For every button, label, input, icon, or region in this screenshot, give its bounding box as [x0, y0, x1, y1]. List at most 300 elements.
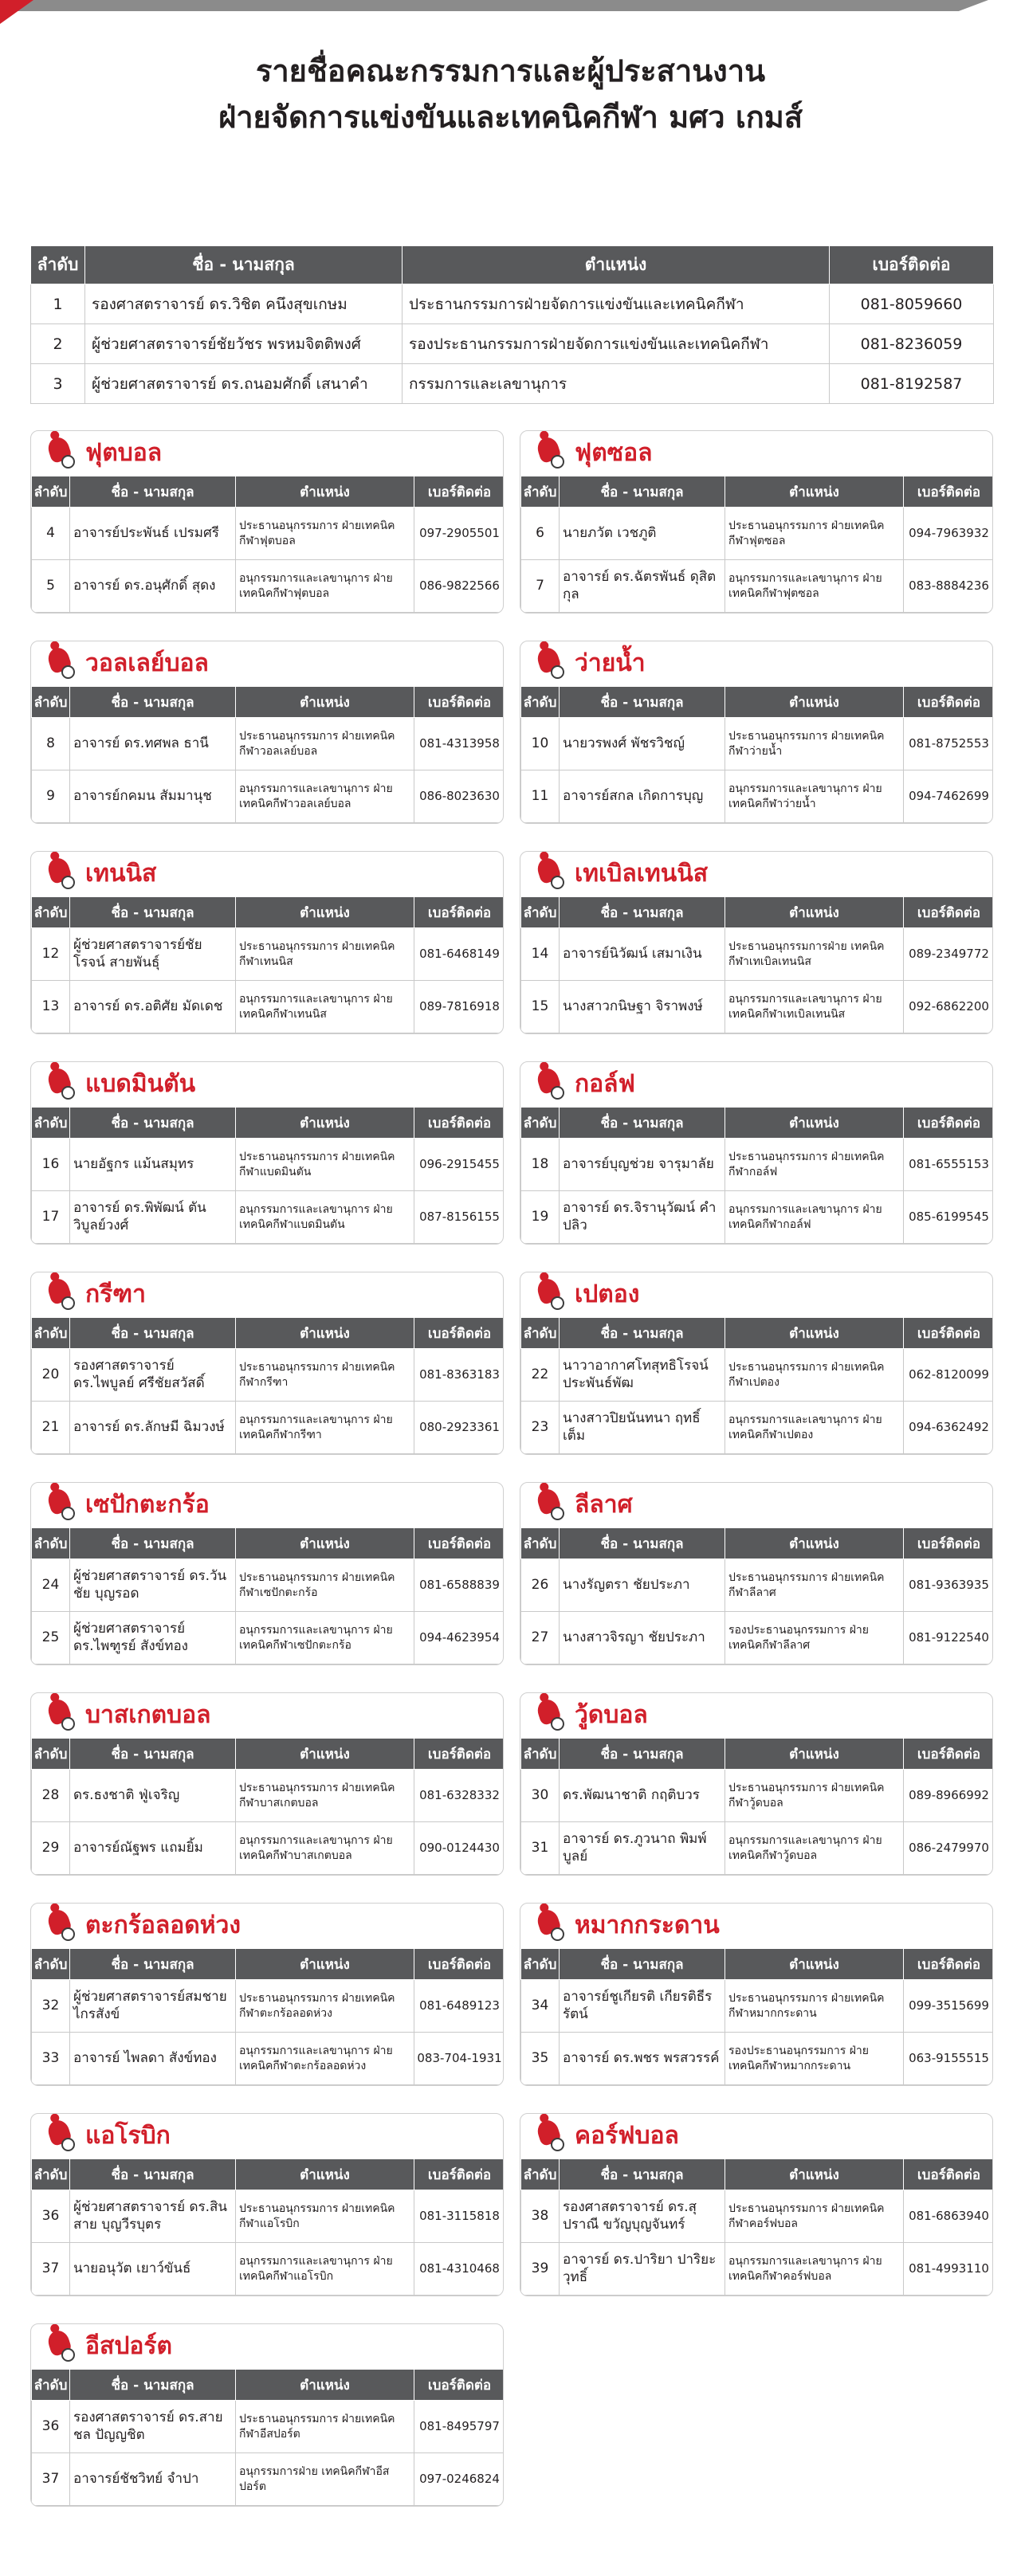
- cell-name: อาจารย์ ดร.จิรานุวัฒน์ คำปลิว: [560, 1191, 725, 1244]
- cell-phone: 081-4313958: [414, 718, 505, 770]
- cell-phone: 081-9122540: [904, 1612, 994, 1664]
- cell-name: รองศาสตราจารย์ ดร.ไพบูลย์ ศรีชัยสวัสดิ์: [70, 1349, 236, 1402]
- cell-position: อนุกรรมการและเลขานุการ ฝ่ายเทคนิคกีฬาวู้ดบอล: [725, 1822, 904, 1875]
- cell-phone: 083-8884236: [904, 560, 994, 613]
- cell-name: อาจารย์ ดร.ทศพล ธานี: [70, 718, 236, 770]
- cell-no: 6: [521, 508, 560, 560]
- header-name: ชื่อ - นามสกุล: [70, 687, 236, 718]
- table-row: [32, 508, 505, 560]
- section-title: คอร์ฟบอล: [575, 2122, 679, 2150]
- cell-phone: 081-8236059: [830, 324, 994, 364]
- table-row: [521, 1822, 994, 1875]
- header-no: ลำดับ: [521, 897, 560, 928]
- table-header-row: [521, 476, 994, 508]
- cell-name: อาจารย์ชัชวิทย์ จำปา: [70, 2453, 236, 2506]
- table-tennis-icon: [530, 857, 568, 892]
- cell-no: 1: [31, 284, 85, 324]
- header-name: ชื่อ - นามสกุล: [70, 1528, 236, 1559]
- cell-name: ผู้ช่วยศาสตราจารย์สมชาย ไกรสังข์: [70, 1980, 236, 2033]
- tennis-icon: [41, 857, 79, 892]
- table-row: [32, 560, 505, 613]
- sport-section-panel: [30, 1061, 504, 1245]
- header-name: ชื่อ - นามสกุล: [70, 476, 236, 508]
- cell-no: 34: [521, 1980, 560, 2033]
- cell-phone: 081-3115818: [414, 2190, 505, 2243]
- sport-section-panel: [30, 430, 504, 614]
- cell-position: อนุกรรมการและเลขานุการ ฝ่ายเทคนิคกีฬาเซปักตะกร้อ: [236, 1612, 414, 1664]
- cell-name: นายภวัต เวชภูติ: [560, 508, 725, 560]
- header-phone: เบอร์ติดต่อ: [904, 2159, 994, 2190]
- cell-name: ผู้ช่วยศาสตราจารย์ ดร.สินสาย บุญวีรบุตร: [70, 2190, 236, 2243]
- header-no: ลำดับ: [32, 1949, 70, 1980]
- header-name: ชื่อ - นามสกุล: [560, 1949, 725, 1980]
- table-row: [521, 2190, 994, 2243]
- cell-no: 2: [31, 324, 85, 364]
- cell-position: ประธานอนุกรรมการ ฝ่ายเทคนิคกีฬาคอร์ฟบอล: [725, 2190, 904, 2243]
- sport-section-panel: [520, 1061, 993, 1245]
- cell-no: 28: [32, 1770, 70, 1822]
- cell-position: ประธานอนุกรรมการ ฝ่ายเทคนิคกีฬากอล์ฟ: [725, 1139, 904, 1191]
- header-position: ตำแหน่ง: [236, 1318, 414, 1349]
- section-title: ว่ายน้ำ: [575, 649, 646, 677]
- cell-position: ประธานกรรมการฝ่ายจัดการแข่งขันและเทคนิคกีฬา: [403, 284, 830, 324]
- sport-section-panel: [30, 2113, 504, 2296]
- sport-section-panel: [30, 1482, 504, 1665]
- header-position: ตำแหน่ง: [236, 897, 414, 928]
- cell-position: ประธานอนุกรรมการ ฝ่ายเทคนิคกีฬาเปตอง: [725, 1349, 904, 1402]
- section-header: [520, 431, 992, 476]
- athletics-icon: [41, 1277, 79, 1312]
- table-row: [32, 2190, 505, 2243]
- header-position: ตำแหน่ง: [725, 1739, 904, 1770]
- section-header: [520, 1272, 992, 1317]
- header-phone: เบอร์ติดต่อ: [904, 1108, 994, 1139]
- cell-name: ผู้ช่วยศาสตราจารย์ชัยโรจน์ สายพันธุ์: [70, 928, 236, 981]
- cell-name: รองศาสตราจารย์ ดร.สุปราณี ขวัญบุญจันทร์: [560, 2190, 725, 2243]
- cell-no: 22: [521, 1349, 560, 1402]
- section-title: ฟุตบอล: [85, 439, 163, 467]
- header-phone: เบอร์ติดต่อ: [904, 687, 994, 718]
- section-title: ตะกร้อลอดห่วง: [85, 1911, 242, 1939]
- header-phone: เบอร์ติดต่อ: [414, 1318, 505, 1349]
- cell-position: ประธานอนุกรรมการ ฝ่ายเทคนิคกีฬาตะกร้อลอดห่วง: [236, 1980, 414, 2033]
- header-name: ชื่อ - นามสกุล: [560, 2159, 725, 2190]
- cell-no: 36: [32, 2190, 70, 2243]
- header-name: ชื่อ - นามสกุล: [560, 1318, 725, 1349]
- section-header: [520, 641, 992, 686]
- cell-name: นางสาวกนิษฐา จิราพงษ์: [560, 981, 725, 1033]
- section-title: เปตอง: [575, 1280, 640, 1308]
- cell-no: 31: [521, 1822, 560, 1875]
- golf-icon: [530, 1067, 568, 1102]
- cell-name: ผู้ช่วยศาสตราจารย์ ดร.ถนอมศักดิ์ เสนาคำ: [85, 364, 403, 404]
- cell-phone: 089-2349772: [904, 928, 994, 981]
- cell-no: 23: [521, 1402, 560, 1454]
- sport-section-panel: [520, 430, 993, 614]
- section-title: เทนนิส: [85, 860, 157, 888]
- cell-position: ประธานอนุกรรมการ ฝ่ายเทคนิคกีฬาฟุตบอล: [236, 508, 414, 560]
- header-no: ลำดับ: [32, 687, 70, 718]
- cell-position: กรรมการและเลขานุการ: [403, 364, 830, 404]
- cell-phone: 081-8495797: [414, 2401, 505, 2453]
- cell-name: อาจารย์ ไพลดา สังข์ทอง: [70, 2033, 236, 2085]
- cell-name: ดร.พัฒนาชาติ กฤติบวร: [560, 1770, 725, 1822]
- table-header-row: [32, 476, 505, 508]
- section-header: [31, 1904, 503, 1948]
- section-title: กอล์ฟ: [575, 1070, 635, 1098]
- table-row: [32, 1822, 505, 1875]
- sport-section-panel: [30, 1272, 504, 1455]
- hoop-takraw-icon: [41, 1908, 79, 1943]
- header-phone: เบอร์ติดต่อ: [904, 1528, 994, 1559]
- table-header-row: [31, 246, 994, 284]
- section-title: อีสปอร์ต: [85, 2332, 172, 2360]
- cell-phone: 081-9363935: [904, 1559, 994, 1612]
- cell-name: อาจารย์ ดร.ภูวนาถ พิมพ์บูลย์: [560, 1822, 725, 1875]
- header-phone: เบอร์ติดต่อ: [414, 1108, 505, 1139]
- cell-no: 19: [521, 1191, 560, 1244]
- page-title-line-1: รายชื่อคณะกรรมการและผู้ประสานงาน: [255, 53, 766, 88]
- table-header-row: [32, 1108, 505, 1139]
- badminton-icon: [41, 1067, 79, 1102]
- header-position: ตำแหน่ง: [236, 1739, 414, 1770]
- header-phone: เบอร์ติดต่อ: [904, 1739, 994, 1770]
- basketball-icon: [41, 1698, 79, 1733]
- cell-position: อนุกรรมการและเลขานุการ ฝ่ายเทคนิคกีฬาแบดมินตัน: [236, 1191, 414, 1244]
- cell-phone: 081-6489123: [414, 1980, 505, 2033]
- table-row: [32, 2453, 505, 2506]
- cell-name: นายวรพงศ์ พัชรวิชญ์: [560, 718, 725, 770]
- header-name: ชื่อ - นามสกุล: [560, 897, 725, 928]
- cell-name: นายอนุวัต เยาว์ขันธ์: [70, 2243, 236, 2296]
- cell-no: 13: [32, 981, 70, 1033]
- cell-position: ประธานอนุกรรมการ ฝ่ายเทคนิคกีฬาเทนนิส: [236, 928, 414, 981]
- cell-name: รองศาสตราจารย์ ดร.สายชล ปัญญชิต: [70, 2401, 236, 2453]
- cell-name: อาจารย์ณัฐพร แถมยิ้ม: [70, 1822, 236, 1875]
- cell-position: อนุกรรมการและเลขานุการ ฝ่ายเทคนิคกีฬากรีฑา: [236, 1402, 414, 1454]
- table-header-row: [32, 2159, 505, 2190]
- section-header: [520, 1904, 992, 1948]
- cell-position: รองประธานอนุกรรมการ ฝ่ายเทคนิคกีฬาหมากกระดาน: [725, 2033, 904, 2085]
- cell-name: รองศาสตราจารย์ ดร.วิชิต คนึงสุขเกษม: [85, 284, 403, 324]
- header-no: ลำดับ: [32, 1528, 70, 1559]
- header-phone: เบอร์ติดต่อ: [414, 1739, 505, 1770]
- cell-position: อนุกรรมการและเลขานุการ ฝ่ายเทคนิคกีฬาบาสเกตบอล: [236, 1822, 414, 1875]
- header-no: ลำดับ: [32, 897, 70, 928]
- cell-phone: 081-8192587: [830, 364, 994, 404]
- woodball-icon: [530, 1698, 568, 1733]
- header-no: ลำดับ: [521, 476, 560, 508]
- table-header-row: [32, 1528, 505, 1559]
- cell-no: 7: [521, 560, 560, 613]
- top-decoration-band: [0, 0, 1021, 11]
- sport-section-panel: [520, 1692, 993, 1876]
- cell-phone: 080-2923361: [414, 1402, 505, 1454]
- cell-no: 25: [32, 1612, 70, 1664]
- volleyball-icon: [41, 646, 79, 681]
- table-row: [521, 1139, 994, 1191]
- header-name: ชื่อ - นามสกุล: [560, 1528, 725, 1559]
- table-header-row: [32, 2370, 505, 2401]
- cell-name: อาจารย์ ดร.อนุศักดิ์ สุดง: [70, 560, 236, 613]
- header-position: ตำแหน่ง: [725, 897, 904, 928]
- cell-name: อาจารย์ประพันธ์ เปรมศรี: [70, 508, 236, 560]
- cell-no: 24: [32, 1559, 70, 1612]
- header-name: ชื่อ - นามสกุล: [70, 897, 236, 928]
- cell-no: 5: [32, 560, 70, 613]
- header-name: ชื่อ - นามสกุล: [70, 2370, 236, 2401]
- table-header-row: [32, 1949, 505, 1980]
- cell-no: 26: [521, 1559, 560, 1612]
- section-header: [31, 852, 503, 896]
- football-icon: [41, 436, 79, 471]
- cell-position: อนุกรรมการและเลขานุการ ฝ่ายเทคนิคกีฬาแอโรบิก: [236, 2243, 414, 2296]
- cell-no: 10: [521, 718, 560, 770]
- table-header-row: [521, 687, 994, 718]
- cell-phone: 081-8752553: [904, 718, 994, 770]
- cell-position: อนุกรรมการและเลขานุการ ฝ่ายเทคนิคกีฬาฟุตซอล: [725, 560, 904, 613]
- header-phone: เบอร์ติดต่อ: [414, 2159, 505, 2190]
- cell-position: รองประธานอนุกรรมการ ฝ่ายเทคนิคกีฬาลีลาศ: [725, 1612, 904, 1664]
- cell-no: 3: [31, 364, 85, 404]
- header-position: ตำแหน่ง: [725, 2159, 904, 2190]
- cell-phone: 090-0124430: [414, 1822, 505, 1875]
- cell-no: 20: [32, 1349, 70, 1402]
- cell-position: อนุกรรมการและเลขานุการ ฝ่ายเทคนิคกีฬาเปตอง: [725, 1402, 904, 1454]
- table-header-row: [32, 1739, 505, 1770]
- header-name: ชื่อ - นามสกุล: [70, 1108, 236, 1139]
- cell-phone: 086-2479970: [904, 1822, 994, 1875]
- header-no: ลำดับ: [32, 1739, 70, 1770]
- futsal-icon: [530, 436, 568, 471]
- cell-phone: 094-7462699: [904, 770, 994, 823]
- header-position: ตำแหน่ง: [236, 476, 414, 508]
- header-no: ลำดับ: [32, 1318, 70, 1349]
- table-row: [521, 1980, 994, 2033]
- cell-position: ประธานอนุกรรมการ ฝ่ายเทคนิคกีฬาวู้ดบอล: [725, 1770, 904, 1822]
- header-name: ชื่อ - นามสกุล: [560, 1108, 725, 1139]
- cell-name: ผู้ช่วยศาสตราจารย์ ดร.ไพฑูรย์ สังข์ทอง: [70, 1612, 236, 1664]
- cell-phone: 087-8156155: [414, 1191, 505, 1244]
- cell-phone: 083-704-1931: [414, 2033, 505, 2085]
- cell-position: ประธานอนุกรรมการ ฝ่ายเทคนิคกีฬาหมากกระดาน: [725, 1980, 904, 2033]
- header-phone: เบอร์ติดต่อ: [830, 246, 994, 284]
- cell-phone: 081-4993110: [904, 2243, 994, 2296]
- sport-section-panel: [30, 851, 504, 1034]
- cell-phone: 089-7816918: [414, 981, 505, 1033]
- sport-section-panel: [520, 2113, 993, 2296]
- cell-phone: 094-6362492: [904, 1402, 994, 1454]
- header-position: ตำแหน่ง: [236, 1949, 414, 1980]
- table-row: [32, 1402, 505, 1454]
- section-header: [31, 641, 503, 686]
- section-header: [520, 852, 992, 896]
- header-name: ชื่อ - นามสกุล: [560, 1739, 725, 1770]
- section-title: เซปักตะกร้อ: [85, 1491, 210, 1519]
- table-header-row: [521, 1949, 994, 1980]
- table-row: [32, 2243, 505, 2296]
- header-phone: เบอร์ติดต่อ: [414, 687, 505, 718]
- table-row: [521, 1402, 994, 1454]
- header-position: ตำแหน่ง: [725, 1528, 904, 1559]
- table-header-row: [521, 2159, 994, 2190]
- table-header-row: [521, 1528, 994, 1559]
- cell-position: ประธานอนุกรรมการ ฝ่ายเทคนิคกีฬาแบดมินตัน: [236, 1139, 414, 1191]
- cell-phone: 094-7963932: [904, 508, 994, 560]
- cell-phone: 096-2915455: [414, 1139, 505, 1191]
- cell-name: อาจารย์กคมน สัมมานุช: [70, 770, 236, 823]
- cell-name: ดร.ธงชาติ ฟู่เจริญ: [70, 1770, 236, 1822]
- cell-phone: 063-9155515: [904, 2033, 994, 2085]
- cell-position: อนุกรรมการฝ่าย เทคนิคกีฬาอีสปอร์ต: [236, 2453, 414, 2506]
- section-title: แบดมินตัน: [85, 1070, 196, 1098]
- header-name: ชื่อ - นามสกุล: [70, 2159, 236, 2190]
- cell-phone: 097-0246824: [414, 2453, 505, 2506]
- cell-name: ผู้ช่วยศาสตราจารย์ ดร.วันชัย บุญรอด: [70, 1559, 236, 1612]
- cell-phone: 081-8059660: [830, 284, 994, 324]
- sport-section-panel: [520, 1272, 993, 1455]
- header-position: ตำแหน่ง: [403, 246, 830, 284]
- header-phone: เบอร์ติดต่อ: [414, 2370, 505, 2401]
- header-no: ลำดับ: [521, 1739, 560, 1770]
- header-position: ตำแหน่ง: [725, 1318, 904, 1349]
- section-title: ลีลาศ: [575, 1491, 633, 1519]
- dance-sport-icon: [530, 1488, 568, 1523]
- cell-position: ประธานอนุกรรมการ ฝ่ายเทคนิคกีฬาอีสปอร์ต: [236, 2401, 414, 2453]
- cell-position: อนุกรรมการและเลขานุการ ฝ่ายเทคนิคกีฬาตะกร้อลอดห่วง: [236, 2033, 414, 2085]
- section-header: [520, 1693, 992, 1738]
- table-row: [521, 928, 994, 981]
- table-header-row: [32, 897, 505, 928]
- header-name: ชื่อ - นามสกุล: [70, 1949, 236, 1980]
- header-phone: เบอร์ติดต่อ: [904, 476, 994, 508]
- table-row: [32, 1191, 505, 1244]
- cell-phone: 081-6328332: [414, 1770, 505, 1822]
- esports-icon: [41, 2329, 79, 2364]
- section-title: เทเบิลเทนนิส: [575, 860, 709, 888]
- cell-phone: 085-6199545: [904, 1191, 994, 1244]
- cell-phone: 081-6863940: [904, 2190, 994, 2243]
- header-position: ตำแหน่ง: [725, 1949, 904, 1980]
- section-title: หมากกระดาน: [575, 1911, 720, 1939]
- table-row: [32, 928, 505, 981]
- sport-section-panel: [30, 641, 504, 824]
- section-header: [31, 2114, 503, 2158]
- header-no: ลำดับ: [521, 1108, 560, 1139]
- cell-position: ประธานอนุกรรมการ ฝ่ายเทคนิคกีฬาวอลเลย์บอล: [236, 718, 414, 770]
- cell-position: ประธานอนุกรรมการ ฝ่ายเทคนิคกีฬาแอโรบิก: [236, 2190, 414, 2243]
- page-title-line-2: ฝ่ายจัดการแข่งขันและเทคนิคกีฬา มศว เกมส์: [218, 100, 803, 135]
- sepak-takraw-icon: [41, 1488, 79, 1523]
- cell-name: อาจารย์ ดร.อติศัย มัดเดช: [70, 981, 236, 1033]
- cell-name: อาจารย์ ดร.พิพัฒน์ ตันวิบูลย์วงศ์: [70, 1191, 236, 1244]
- cell-position: ประธานอนุกรรมการ ฝ่ายเทคนิคกีฬาลีลาศ: [725, 1559, 904, 1612]
- table-header-row: [521, 1108, 994, 1139]
- table-header-row: [521, 897, 994, 928]
- cell-no: 27: [521, 1612, 560, 1664]
- section-title: แอโรบิก: [85, 2122, 171, 2150]
- table-row: [32, 770, 505, 823]
- header-no: ลำดับ: [521, 687, 560, 718]
- table-row: [521, 718, 994, 770]
- cell-position: ประธานอนุกรรมการ ฝ่ายเทคนิคกีฬาว่ายน้ำ: [725, 718, 904, 770]
- cell-phone: 081-4310468: [414, 2243, 505, 2296]
- cell-phone: 092-6862200: [904, 981, 994, 1033]
- cell-position: อนุกรรมการและเลขานุการ ฝ่ายเทคนิคกีฬาวอลเลย์บอล: [236, 770, 414, 823]
- table-header-row: [32, 687, 505, 718]
- cell-no: 15: [521, 981, 560, 1033]
- header-no: ลำดับ: [32, 2159, 70, 2190]
- cell-position: อนุกรรมการและเลขานุการ ฝ่ายเทคนิคกีฬากอล์ฟ: [725, 1191, 904, 1244]
- cell-phone: 081-6468149: [414, 928, 505, 981]
- header-position: ตำแหน่ง: [725, 687, 904, 718]
- header-phone: เบอร์ติดต่อ: [904, 897, 994, 928]
- cell-no: 12: [32, 928, 70, 981]
- header-phone: เบอร์ติดต่อ: [414, 1528, 505, 1559]
- section-title: กรีฑา: [85, 1280, 147, 1308]
- cell-position: ประธานอนุกรรมการ ฝ่ายเทคนิคกีฬากรีฑา: [236, 1349, 414, 1402]
- cell-no: 14: [521, 928, 560, 981]
- header-name: ชื่อ - นามสกุล: [70, 1739, 236, 1770]
- cell-phone: 089-8966992: [904, 1770, 994, 1822]
- table-row: [32, 1612, 505, 1664]
- cell-position: อนุกรรมการและเลขานุการ ฝ่ายเทคนิคกีฬาคอร์ฟบอล: [725, 2243, 904, 2296]
- header-phone: เบอร์ติดต่อ: [414, 897, 505, 928]
- cell-name: อาจารย์ ดร.พชร พรสวรรค์: [560, 2033, 725, 2085]
- header-no: ลำดับ: [521, 1318, 560, 1349]
- section-title: ฟุตซอล: [575, 439, 653, 467]
- header-position: ตำแหน่ง: [725, 1108, 904, 1139]
- table-row: [31, 364, 994, 404]
- header-no: ลำดับ: [521, 1949, 560, 1980]
- sport-section-panel: [30, 2323, 504, 2507]
- sport-section-panel: [520, 851, 993, 1034]
- header-no: ลำดับ: [521, 1528, 560, 1559]
- cell-no: 18: [521, 1139, 560, 1191]
- header-name: ชื่อ - นามสกุล: [70, 1318, 236, 1349]
- table-row: [32, 2033, 505, 2085]
- cell-position: ประธานอนุกรรมการ ฝ่ายเทคนิคกีฬาเซปักตะกร้อ: [236, 1559, 414, 1612]
- cell-no: 33: [32, 2033, 70, 2085]
- table-row: [521, 1612, 994, 1664]
- cell-no: 4: [32, 508, 70, 560]
- table-row: [32, 1559, 505, 1612]
- header-phone: เบอร์ติดต่อ: [414, 1949, 505, 1980]
- table-row: [521, 560, 994, 613]
- section-header: [520, 2114, 992, 2158]
- header-position: ตำแหน่ง: [236, 687, 414, 718]
- cell-no: 11: [521, 770, 560, 823]
- table-row: [521, 2033, 994, 2085]
- cell-position: อนุกรรมการและเลขานุการ ฝ่ายเทคนิคกีฬาเทเบิลเทนนิส: [725, 981, 904, 1033]
- grey-stripe: [0, 0, 988, 11]
- petanque-icon: [530, 1277, 568, 1312]
- cell-no: 37: [32, 2243, 70, 2296]
- table-row: [32, 981, 505, 1033]
- table-row: [521, 770, 994, 823]
- header-no: ลำดับ: [32, 1108, 70, 1139]
- table-row: [521, 1191, 994, 1244]
- cell-name: อาจารย์สกล เกิดการบุญ: [560, 770, 725, 823]
- table-row: [32, 1349, 505, 1402]
- cell-phone: 097-2905501: [414, 508, 505, 560]
- swimming-icon: [530, 646, 568, 681]
- cell-name: อาจารย์บุญช่วย จารุมาลัย: [560, 1139, 725, 1191]
- header-phone: เบอร์ติดต่อ: [414, 476, 505, 508]
- header-name: ชื่อ - นามสกุล: [560, 687, 725, 718]
- cell-no: 8: [32, 718, 70, 770]
- cell-position: รองประธานกรรมการฝ่ายจัดการแข่งขันและเทคนิคกีฬา: [403, 324, 830, 364]
